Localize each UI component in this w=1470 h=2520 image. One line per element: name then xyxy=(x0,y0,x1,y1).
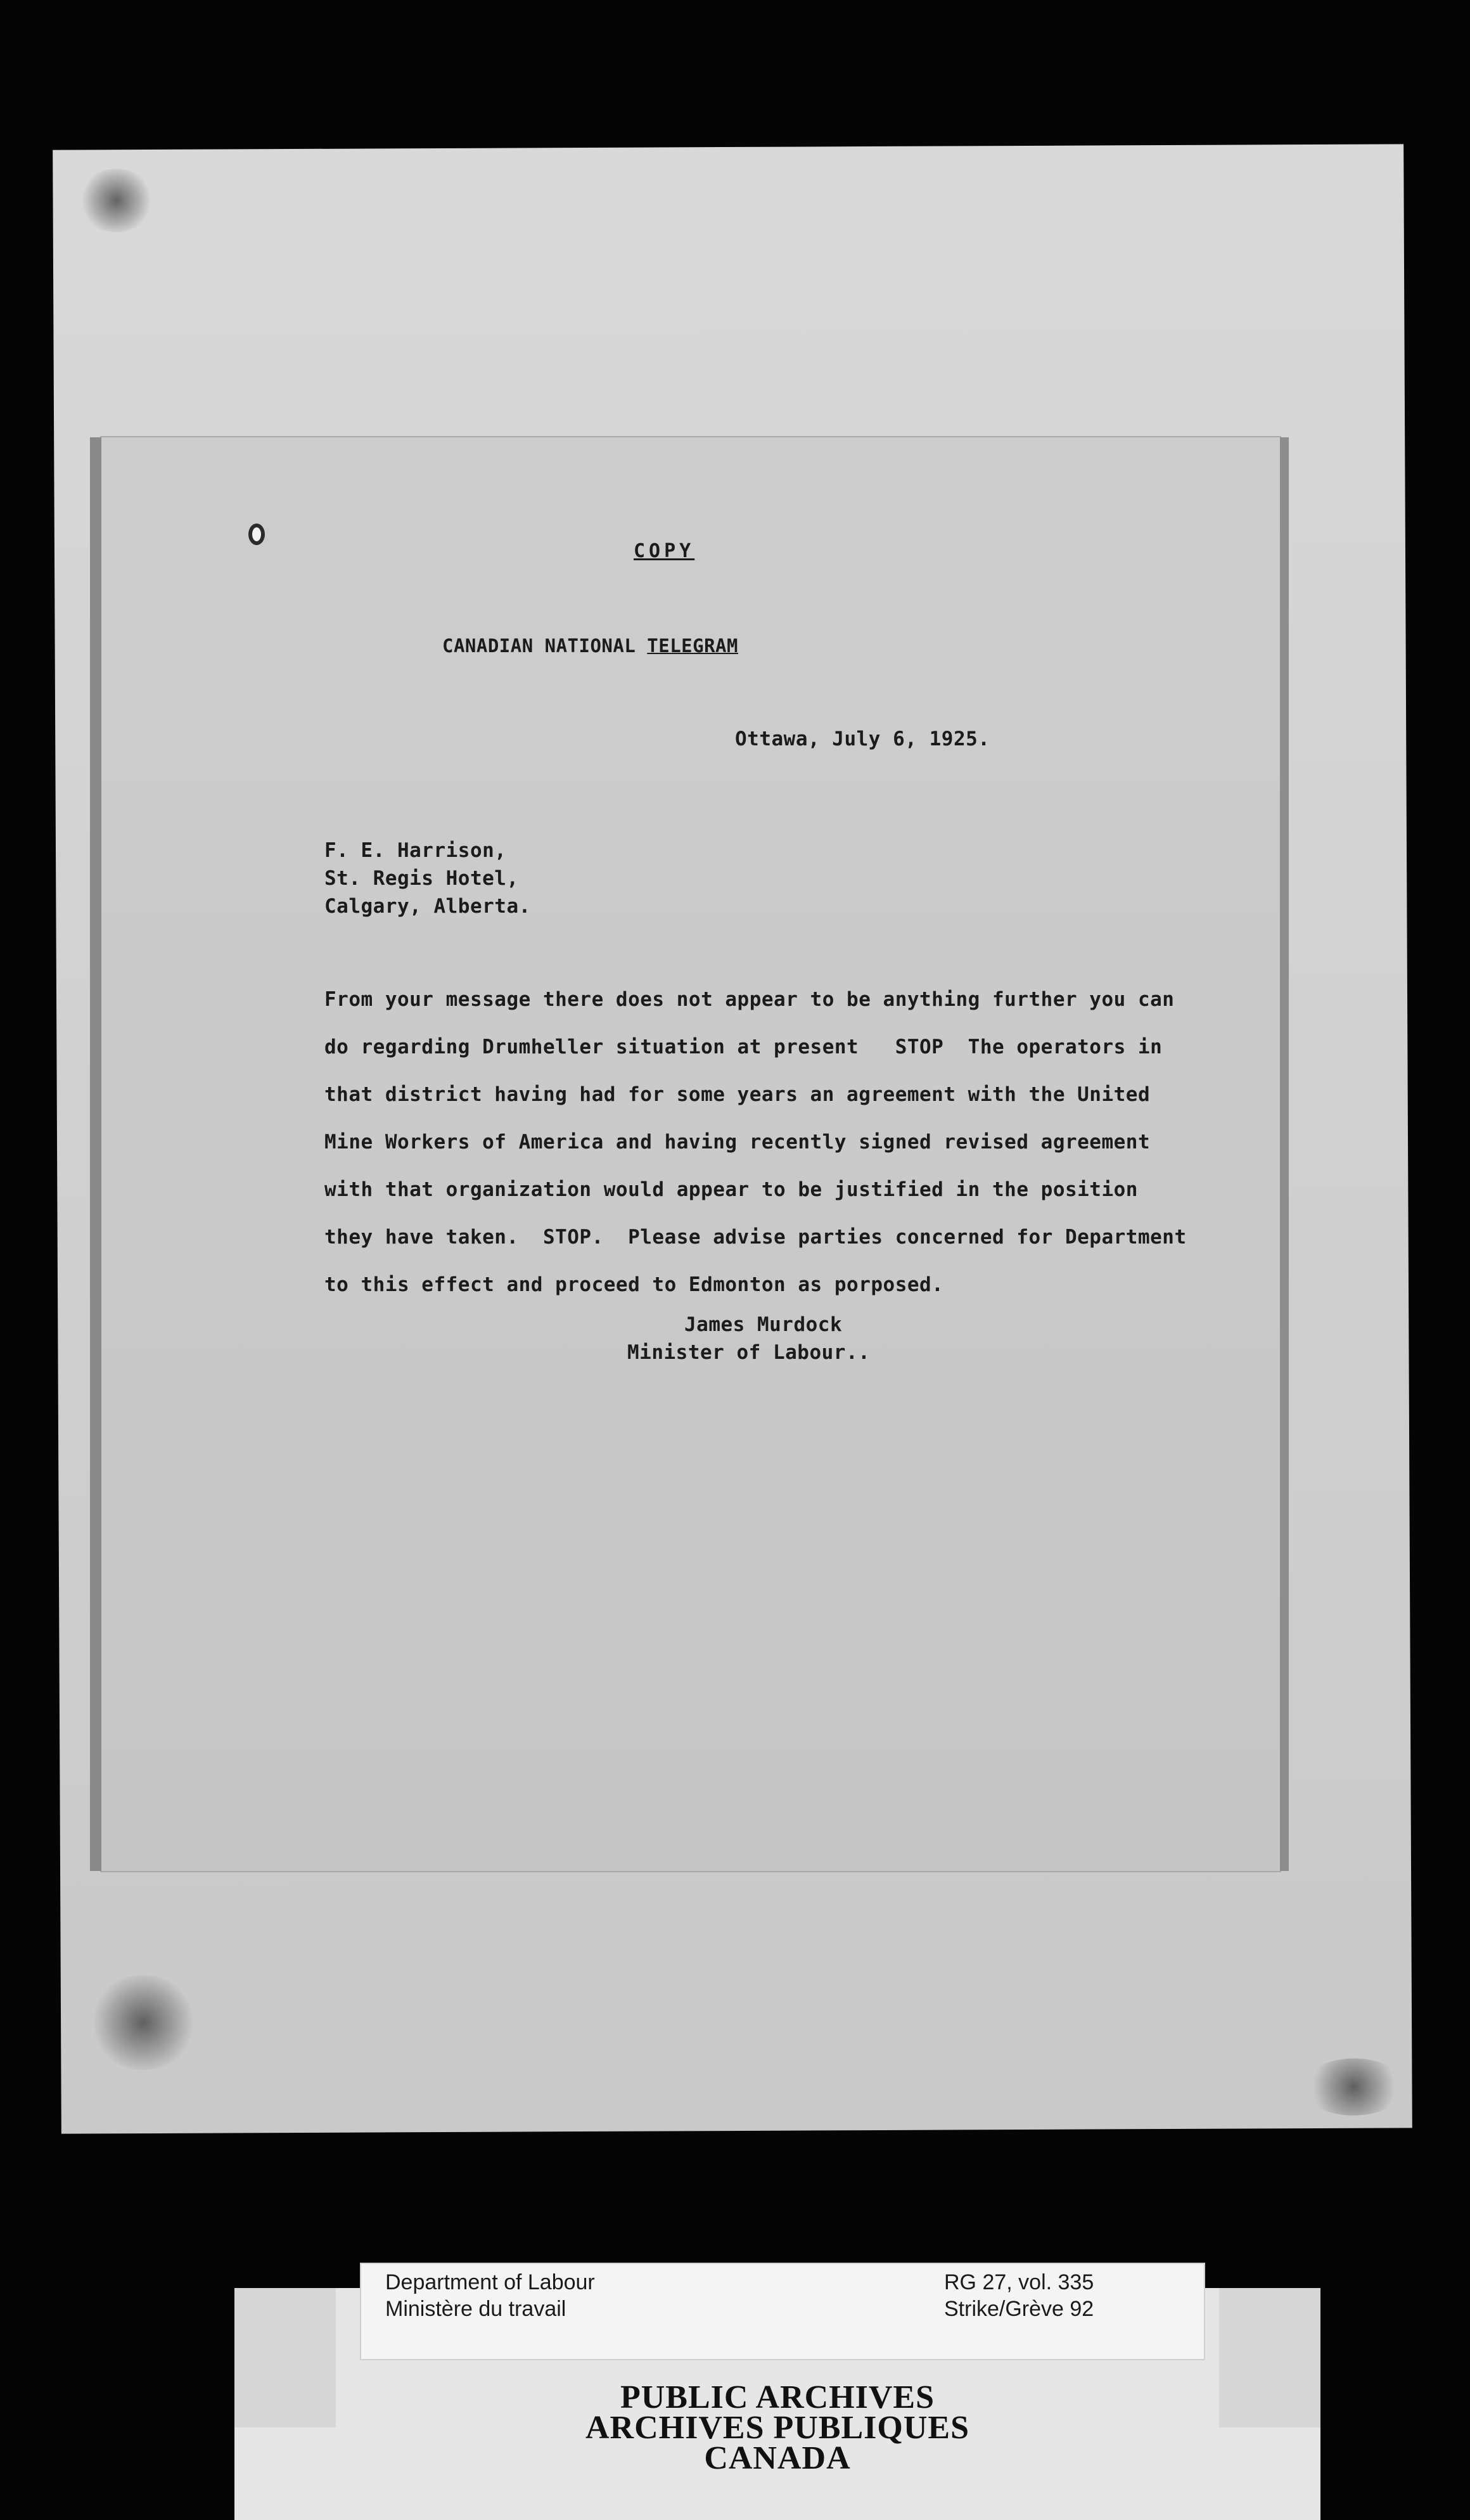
sheet-edge xyxy=(1280,437,1289,1871)
address-line: F. E. Harrison, xyxy=(324,839,507,862)
archives-stamp-line: CANADA xyxy=(704,2440,851,2476)
reference-box xyxy=(360,2263,1205,2360)
body-line: they have taken. STOP. Please advise parties concerned for Department xyxy=(324,1226,1187,1249)
archives-stamp-line: ARCHIVES PUBLIQUES xyxy=(585,2410,970,2446)
body-line: From your message there does not appear to be anything further you can xyxy=(324,988,1175,1011)
telegram-header xyxy=(442,635,738,657)
punch-hole xyxy=(248,524,265,545)
body-line: with that organization would appear to be justified in the position xyxy=(324,1178,1138,1201)
dateline: Ottawa, July 6, 1925. xyxy=(735,728,990,750)
address-line: Calgary, Alberta. xyxy=(324,895,531,918)
department-en: Department of Labour xyxy=(385,2270,595,2294)
header-prefix: CANADIAN NATIONAL xyxy=(442,635,648,657)
department-fr: Ministère du travail xyxy=(385,2297,566,2321)
reference-strike: Strike/Grève 92 xyxy=(944,2297,1094,2321)
signature-block xyxy=(627,1311,870,1366)
body-line: do regarding Drumheller situation at present STOP The operators in xyxy=(324,1036,1163,1058)
recipient-address xyxy=(324,837,531,920)
archives-stamp-line: PUBLIC ARCHIVES xyxy=(620,2379,935,2415)
message-body xyxy=(324,976,1187,1309)
address-line: St. Regis Hotel, xyxy=(324,867,519,890)
archive-label xyxy=(234,2270,1320,2520)
smudge-mark xyxy=(1303,2058,1404,2116)
telegram-sheet xyxy=(101,437,1280,1871)
smudge-mark xyxy=(89,1975,198,2071)
smudge-mark xyxy=(78,169,154,233)
reference-volume: RG 27, vol. 335 xyxy=(944,2270,1094,2294)
signature-name: James Murdock xyxy=(684,1313,843,1336)
body-line: Mine Workers of America and having recently signed revised agreement xyxy=(324,1131,1151,1154)
body-line: to this effect and proceed to Edmonton as porposed. xyxy=(324,1273,944,1296)
body-line: that district having had for some years an agreement with the United xyxy=(324,1083,1151,1106)
copy-label: COPY xyxy=(634,540,695,562)
header-telegram-word: TELEGRAM xyxy=(647,635,738,657)
signature-title: Minister of Labour.. xyxy=(627,1341,871,1364)
